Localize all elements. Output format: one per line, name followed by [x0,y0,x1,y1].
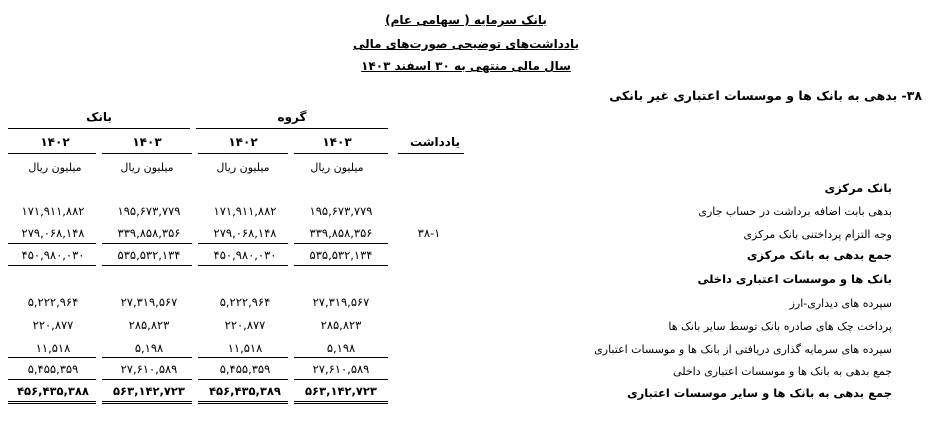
year-header: ۱۴۰۲ [40,135,70,149]
grand-total-double-rule [8,401,96,404]
total-rule [198,265,288,266]
row-value: ۴۵۰,۹۸۰,۰۳۰ [21,248,85,262]
row-value: ۵,۱۹۸ [134,341,164,355]
row-value: ۵,۱۹۸ [326,341,356,355]
row-value: ۲۷,۶۱۰,۵۸۹ [312,362,370,376]
header-rule [8,153,96,154]
year-header: ۱۴۰۳ [132,135,162,149]
row-total-central-bank: جمع بدهی به بانک مرکزی [746,248,892,262]
row-value: ۲۸۵,۸۲۳ [128,318,170,332]
row-value: ۵۶۳,۱۴۲,۷۲۳ [113,384,185,398]
row-value: ۵۳۵,۵۳۲,۱۳۴ [309,248,373,262]
header-rule [198,153,288,154]
row-label: سپرده های سرمایه گذاری دریافتی از بانک ها و موسسات اعتباری [594,343,892,356]
year-header: ۱۴۰۲ [228,135,258,149]
unit-label: میلیون ریال [216,161,270,174]
row-heading-central-bank: بانک مرکزی [824,181,892,195]
row-value: ۲۷,۳۱۹,۵۶۷ [120,295,178,309]
subtotal-rule [102,243,192,244]
row-value: ۲۲۰,۸۷۷ [32,318,74,332]
row-value: ۱۷۱,۹۱۱,۸۸۲ [213,204,277,218]
row-value: ۵,۴۵۵,۳۵۹ [219,362,271,376]
row-value: ۲۷,۳۱۹,۵۶۷ [312,295,370,309]
row-value: ۲۷۹,۰۶۸,۱۴۸ [21,226,85,240]
header-rule [398,153,464,154]
row-label: بدهی بابت اضافه برداشت در حساب جاری [698,205,892,218]
subtotal-rule [294,357,388,358]
year-header: ۱۴۰۳ [322,135,352,149]
row-value: ۵۳۵,۵۳۲,۱۳۴ [117,248,181,262]
document-subtitle: یادداشت‌های توضیحی صورت‌های مالی [352,37,580,51]
unit-label: میلیون ریال [28,161,82,174]
row-grand-total: جمع بدهی به بانک ها و سایر موسسات اعتباری [627,386,892,400]
bank-header: بانک [86,110,112,124]
row-heading-domestic-banks: بانک ها و موسسات اعتباری داخلی [697,272,892,286]
grand-total-double-rule [294,401,388,404]
total-rule [294,379,388,380]
row-value: ۱۹۵,۶۷۳,۷۷۹ [309,204,373,218]
row-value: ۱۱,۵۱۸ [35,341,71,355]
row-label: پرداخت چک های صادره بانک توسط سایر بانک ها [668,320,892,333]
note-ref: ۳۸-۱ [417,226,441,240]
grand-total-double-rule [102,401,192,404]
header-rule [102,153,192,154]
group-header: گروه [277,110,307,124]
row-value: ۵,۲۲۲,۹۶۴ [27,295,79,309]
row-label: سپرده های دیداری-ارز [789,297,892,310]
row-value: ۱۱,۵۱۸ [227,341,263,355]
total-rule [8,265,96,266]
total-rule [294,265,388,266]
header-rule [294,153,388,154]
row-value: ۴۵۶,۴۳۵,۳۸۹ [209,384,281,398]
subtotal-rule [8,357,96,358]
grand-total-double-rule [198,401,288,404]
bank-underline [8,128,190,129]
total-rule [198,379,288,380]
period-title: سال مالی منتهی به ۳۰ اسفند ۱۴۰۳ [361,59,571,73]
subtotal-rule [198,357,288,358]
row-value: ۴۵۶,۴۳۵,۳۸۸ [17,384,89,398]
subtotal-rule [8,243,96,244]
total-rule [8,379,96,380]
unit-label: میلیون ریال [310,161,364,174]
subtotal-rule [294,243,388,244]
row-value: ۱۷۱,۹۱۱,۸۸۲ [21,204,85,218]
subtotal-rule [102,357,192,358]
row-total-domestic-banks: جمع بدهی به بانک ها و موسسات اعتباری داخلی [673,365,892,378]
note-column-header: یادداشت [410,135,460,149]
row-value: ۴۵۰,۹۸۰,۰۳۰ [213,248,277,262]
section-title: ۳۸- بدهی به بانک ها و موسسات اعتباری غیر بانکی [609,88,922,103]
row-label: وجه التزام پرداختنی بانک مرکزی [743,228,892,241]
row-value: ۳۳۹,۸۵۸,۳۵۶ [117,226,181,240]
total-rule [102,265,192,266]
row-value: ۵,۴۵۵,۳۵۹ [27,362,79,376]
row-value: ۲۷,۶۱۰,۵۸۹ [120,362,178,376]
row-value: ۵,۲۲۲,۹۶۴ [219,295,271,309]
group-underline [196,128,388,129]
unit-label: میلیون ریال [120,161,174,174]
row-value: ۳۳۹,۸۵۸,۳۵۶ [309,226,373,240]
row-value: ۲۸۵,۸۲۳ [320,318,362,332]
row-value: ۲۷۹,۰۶۸,۱۴۸ [213,226,277,240]
company-title: بانک سرمایه ( سهامی عام) [385,13,547,27]
subtotal-rule [198,243,288,244]
row-value: ۲۲۰,۸۷۷ [224,318,266,332]
row-value: ۱۹۵,۶۷۳,۷۷۹ [117,204,181,218]
row-value: ۵۶۳,۱۴۲,۷۲۳ [305,384,377,398]
total-rule [102,379,192,380]
